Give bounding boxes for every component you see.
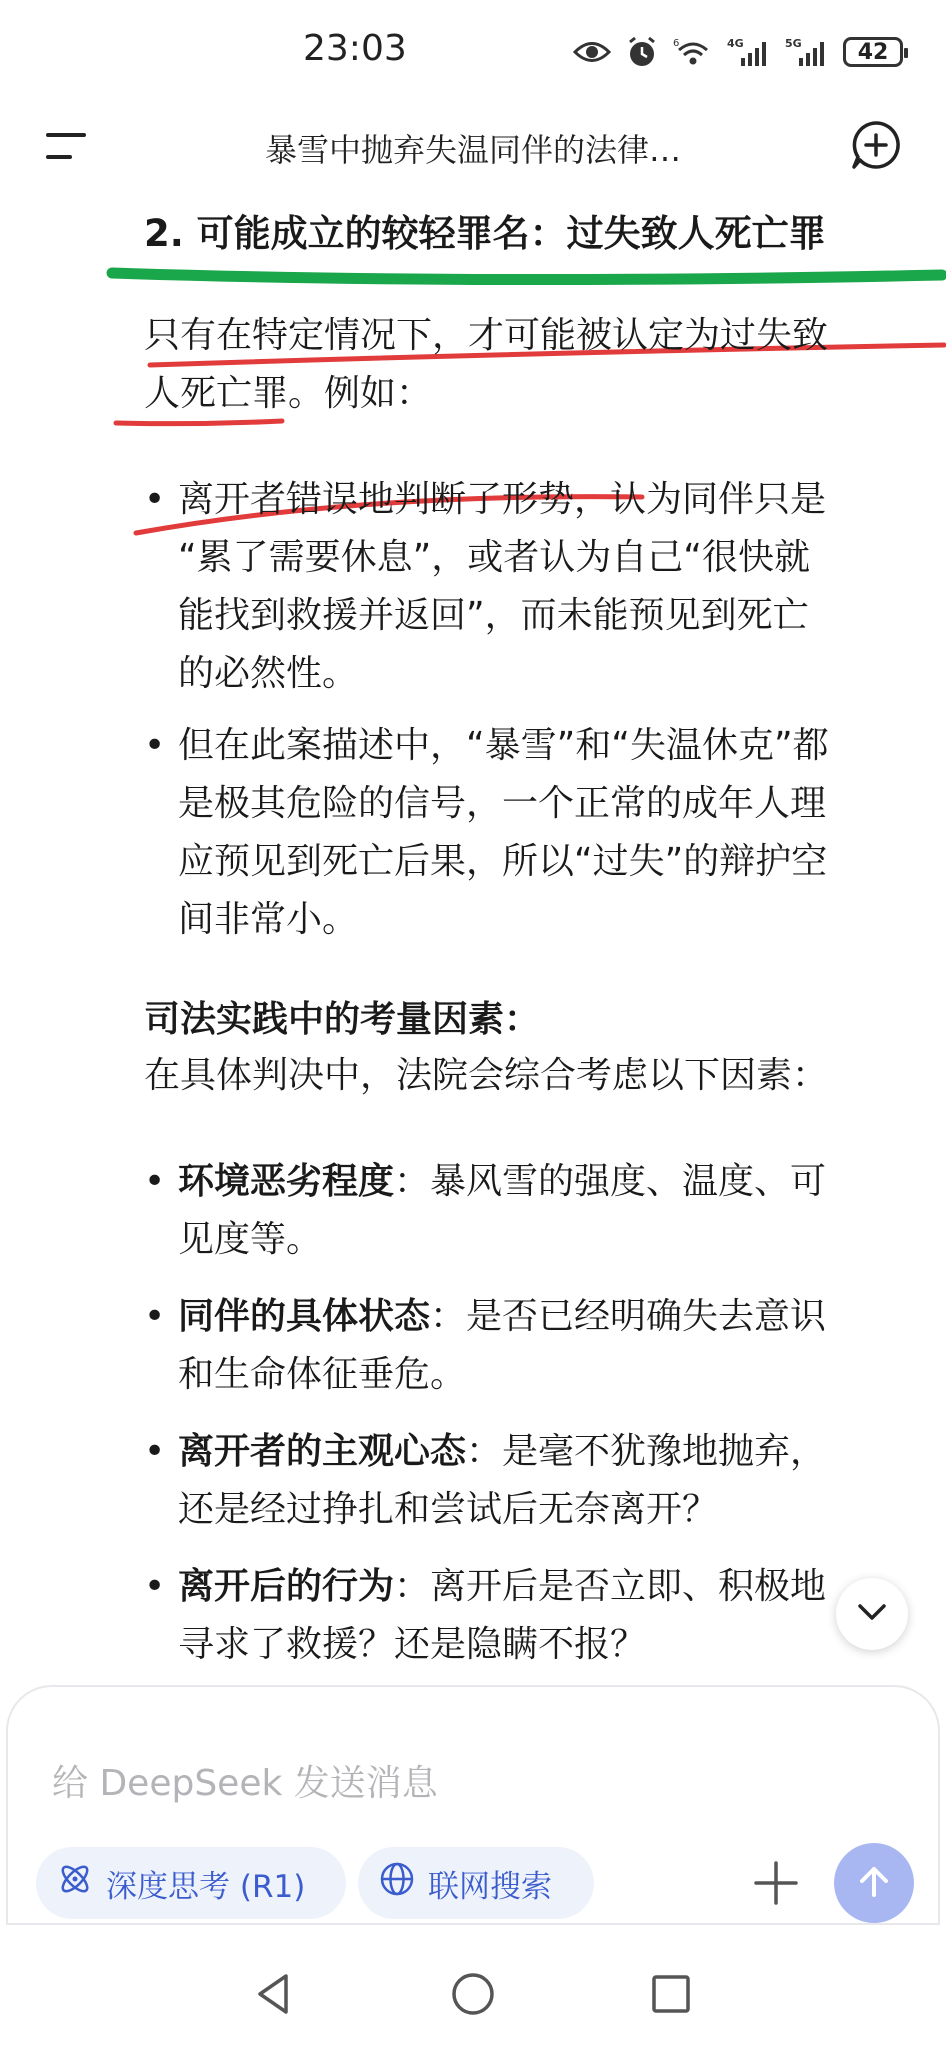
status-time: 23:03 (303, 28, 407, 69)
back-icon[interactable] (252, 1970, 296, 2022)
system-nav-bar (0, 1950, 946, 2048)
eye-icon (573, 39, 611, 65)
factors-intro: 在具体判决中，法院会综合考虑以下因素： (144, 1055, 829, 1096)
bullet-line: 的必然性。 (178, 653, 359, 694)
status-icons (573, 30, 903, 74)
chat-title[interactable]: 暴雪中抛弃失温同伴的法律… (264, 131, 681, 169)
status-bar (0, 0, 946, 105)
bullet-line: 寻求了救援？还是隐瞒不报？ (178, 1624, 647, 1665)
battery-icon: 42 (843, 37, 903, 67)
bullet-dot: • (144, 1566, 166, 1607)
deep-think-label: 深度思考 (R1) (106, 1868, 306, 1905)
attach-button[interactable] (750, 1857, 802, 1909)
section-heading: 2. 可能成立的较轻罪名：过失致人死亡罪 (144, 212, 826, 255)
arrow-up-icon (854, 1861, 894, 1905)
alarm-icon (625, 35, 659, 69)
web-search-label: 联网搜索 (428, 1868, 552, 1905)
new-chat-icon[interactable] (850, 119, 902, 171)
bullet-line: 离开者错误地判断了形势，认为同伴只是 (178, 479, 827, 520)
factor-term: 环境恶劣程度 (178, 1161, 395, 1202)
bullet-line (178, 1558, 913, 1616)
factor-desc: ：是毫不犹豫地抛弃， (466, 1431, 827, 1472)
send-button[interactable] (834, 1843, 914, 1923)
bullet-line: 是极其危险的信号，一个正常的成年人理 (178, 783, 827, 824)
factor-term: 离开后的行为 (178, 1566, 395, 1607)
bullet-line: 间非常小。 (178, 899, 359, 940)
intro-line-2: 人死亡罪。例如： (144, 373, 433, 414)
wifi-icon (673, 36, 713, 68)
recents-icon[interactable] (648, 1970, 692, 2022)
bullet-line (178, 1423, 913, 1481)
svg-text:4G: 4G (727, 37, 744, 50)
bullet-line: 应预见到死亡后果，所以“过失”的辩护空 (178, 841, 828, 882)
home-icon[interactable] (450, 1970, 496, 2022)
bullet-line: 但在此案描述中，“暴雪”和“失温休克”都 (178, 725, 829, 766)
bullet-line: 见度等。 (178, 1219, 323, 1260)
bullet-dot: • (144, 1431, 166, 1472)
bullet-dot: • (144, 479, 166, 520)
factors-heading: 司法实践中的考量因素： (144, 999, 541, 1040)
message-composer (6, 1685, 940, 1925)
svg-text:5G: 5G (785, 37, 802, 50)
svg-text:6: 6 (673, 38, 680, 49)
menu-icon[interactable] (44, 127, 90, 167)
scroll-to-bottom-button[interactable] (836, 1578, 908, 1650)
signal-5g-icon (785, 36, 829, 68)
bullet-line: 能找到救援并返回”，而未能预见到死亡 (178, 595, 809, 636)
bullet-dot: • (144, 1161, 166, 1202)
factor-desc: ：离开后是否立即、积极地 (394, 1566, 827, 1607)
bullet-line (178, 1288, 913, 1346)
factor-desc: ：暴风雪的强度、温度、可 (394, 1161, 827, 1202)
message-input[interactable]: 给 DeepSeek 发送消息 (52, 1763, 438, 1804)
message-content (0, 193, 946, 1683)
factor-term: 同伴的具体状态 (178, 1296, 431, 1337)
bullet-dot: • (144, 1296, 166, 1337)
factor-term: 离开者的主观心态 (178, 1431, 467, 1472)
bullet-line (178, 1153, 913, 1211)
atom-icon (56, 1860, 94, 1906)
signal-4g-icon (727, 36, 771, 68)
chevron-down-icon (856, 1602, 888, 1626)
plus-icon (750, 1894, 802, 1913)
globe-icon (378, 1860, 416, 1906)
web-search-toggle[interactable] (358, 1847, 594, 1919)
intro-line-1: 只有在特定情况下，才可能被认定为过失致 (144, 315, 829, 356)
bullet-line: “累了需要休息”，或者认为自己“很快就 (178, 537, 810, 578)
deep-think-toggle[interactable] (36, 1847, 346, 1919)
bullet-line: 还是经过挣扎和尝试后无奈离开？ (178, 1489, 719, 1530)
factor-desc: ：是否已经明确失去意识 (430, 1296, 827, 1337)
bullet-line: 和生命体征垂危。 (178, 1354, 467, 1395)
chat-header (0, 105, 946, 193)
bullet-dot: • (144, 725, 166, 766)
